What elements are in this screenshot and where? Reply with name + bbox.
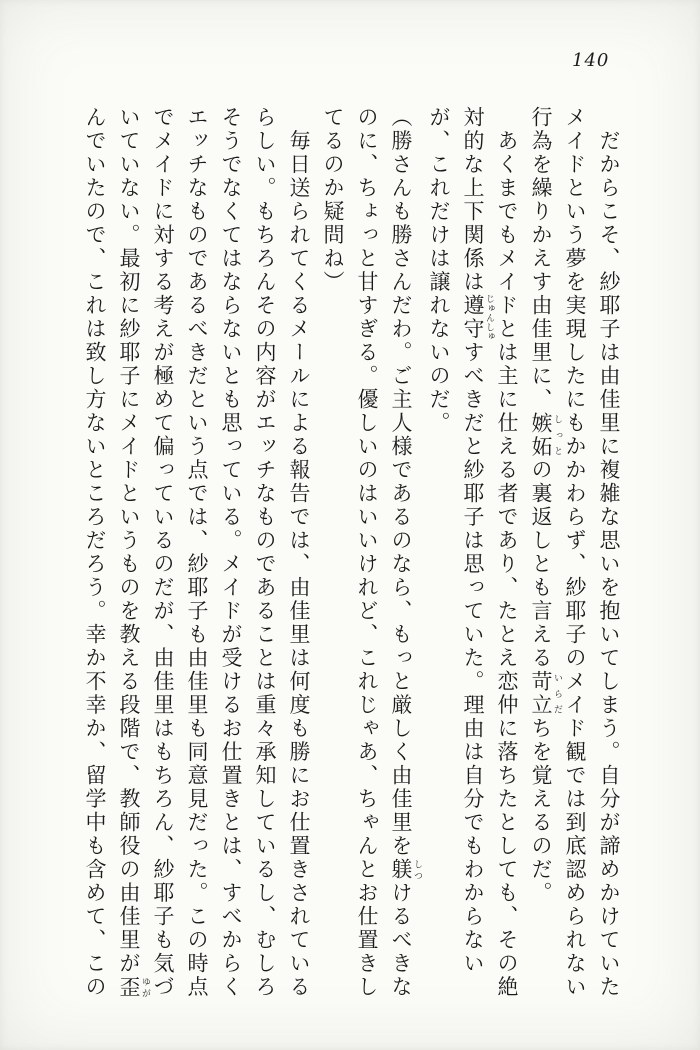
paragraph: あくまでもメイドとは主に仕える者であり、たとえ恋仲に落ちたとしても、その絶対的な上下関係は遵守 じゅんしゅすべきだと紗耶子は思っていた。理由は自分でもわからないが、これだけは譲れないのだ。 <box>427 106 519 999</box>
furigana-annotated-word: 躾 しつ <box>389 858 422 882</box>
paragraph: 毎日送られてくるメールによる報告では、由佳里は何度も勝にお仕置きされているらしい。もちろんその内容がエッチなものであることは重々承知しているし、むしろそうでなくてはならないとも思っている。メイドが受けるお仕置きとは、すべからくエッチなものであるべきだという点では、紗耶子も由佳里も同意見だった。この時点でメイドに対する考えが極めて偏っているのだが、由佳里はもちろん、紗耶子も気づいていない。最初に紗耶子にメイドというものを教える段階で、教師役の由佳里が歪 ゆがんでいたので、これは致し方ないところだろう。幸か不幸か、留学中も含めて、この <box>83 106 311 999</box>
furigana-annotated-word: 歪 ゆが <box>117 975 150 999</box>
furigana-annotated-word: 苛立 いらだ <box>529 670 562 717</box>
paragraph: （勝さんも勝さんだわ。ご主人様であるのなら、もっと厳しく由佳里を躾 しつけるべきなのに、ちょっと甘すぎる。優しいのはいいけれど、これじゃあ、ちゃんとお仕置きしてるのか疑問ね） <box>321 106 422 999</box>
furigana-annotated-word: 遵守 じゅんしゅ <box>461 294 494 341</box>
page-number: 140 <box>572 50 610 71</box>
paragraph: だからこそ、紗耶子は由佳里に複雑な思いを抱いてしまう。自分が諦めかけていたメイドという夢を実現したにもかかわらず、紗耶子のメイド観では到底認められない行為を繰りかえす由佳里に、嫉妬 しっとの裏返しとも言える苛立 いらだちを覚えるのだ。 <box>529 106 621 999</box>
furigana-annotated-word: 嫉妬 しっと <box>529 411 562 459</box>
vertical-text-block <box>78 106 626 1014</box>
